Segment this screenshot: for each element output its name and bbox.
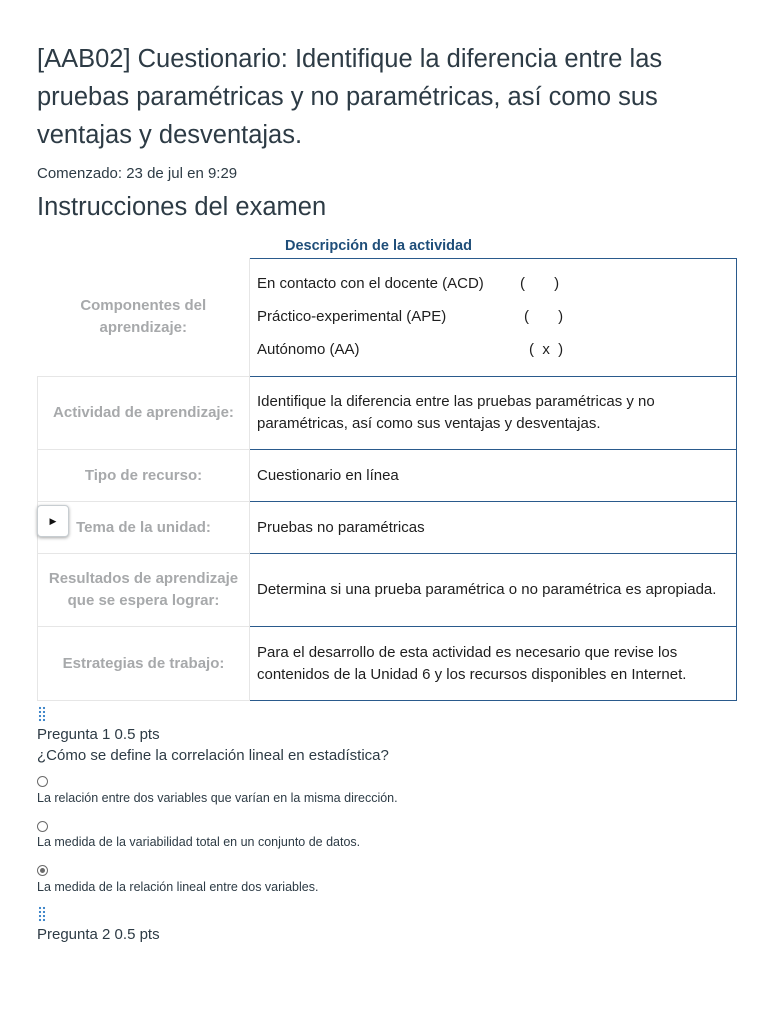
drag-handle-icon[interactable] — [37, 906, 47, 922]
drag-handle-icon[interactable] — [37, 706, 47, 722]
started-timestamp: Comenzado: 23 de jul en 9:29 — [37, 165, 238, 182]
component-mark: ( ) — [520, 275, 560, 292]
row-value: Cuestionario en línea — [250, 450, 737, 502]
answer-3-radio[interactable] — [37, 865, 48, 876]
table-row — [38, 502, 737, 554]
answer-3-label: La medida de la relación lineal entre dos variables. — [37, 880, 319, 894]
component-acd — [257, 268, 728, 301]
answer-1-radio[interactable] — [37, 776, 48, 787]
component-mark: ( ) — [524, 308, 564, 325]
row-value: Determina si una prueba paramétrica o no paramétrica es apropiada. — [250, 554, 737, 627]
page-title: [AAB02] Cuestionario: Identifique la diferencia entre las pruebas paramétricas y no paramétricas, así como sus ventajas y desventajas. — [37, 45, 663, 149]
components-cell — [250, 259, 737, 377]
row-value: Identifique la diferencia entre las pruebas paramétricas y no paramétricas, así como sus ventajas y desventajas. — [250, 377, 737, 450]
component-label: En contacto con el docente (ACD) — [257, 275, 484, 292]
component-ape — [257, 301, 728, 334]
question-1-text: ¿Cómo se define la correlación lineal en estadística? — [37, 747, 389, 764]
row-label: Actividad de aprendizaje: — [38, 377, 250, 450]
question-1-header: Pregunta 1 0.5 pts — [37, 726, 160, 743]
component-aa — [257, 334, 728, 367]
row-value: Pruebas no paramétricas — [250, 502, 737, 554]
component-mark: ( x ) — [529, 341, 564, 358]
play-button[interactable] — [37, 505, 69, 537]
row-label: Tipo de recurso: — [38, 450, 250, 502]
table-row — [38, 450, 737, 502]
row-label: Componentes del aprendizaje: — [38, 259, 250, 377]
component-label: Práctico-experimental (APE) — [257, 308, 447, 325]
answer-2-label: La medida de la variabilidad total en un conjunto de datos. — [37, 835, 361, 849]
instructions-heading: Instrucciones del examen — [37, 193, 327, 221]
answer-2-radio[interactable] — [37, 821, 48, 832]
table-row — [38, 554, 737, 627]
question-2-header: Pregunta 2 0.5 pts — [37, 926, 160, 943]
component-label: Autónomo (AA) — [257, 341, 360, 358]
row-label: Resultados de aprendizaje que se espera lograr: — [38, 554, 250, 627]
activity-description-table — [37, 258, 737, 701]
activity-description-heading: Descripción de la actividad — [285, 238, 472, 254]
table-row — [38, 377, 737, 450]
row-label: Estrategias de trabajo: — [38, 627, 250, 701]
row-value: Para el desarrollo de esta actividad es necesario que revise los contenidos de la Unidad 6 y los recursos disponibles en Internet. — [250, 627, 737, 701]
table-row — [38, 627, 737, 701]
play-icon: ▶ — [49, 515, 57, 526]
answer-1-label: La relación entre dos variables que varían en la misma dirección. — [37, 791, 398, 805]
row-label: Tema de la unidad: — [38, 502, 250, 554]
table-row — [38, 259, 737, 377]
